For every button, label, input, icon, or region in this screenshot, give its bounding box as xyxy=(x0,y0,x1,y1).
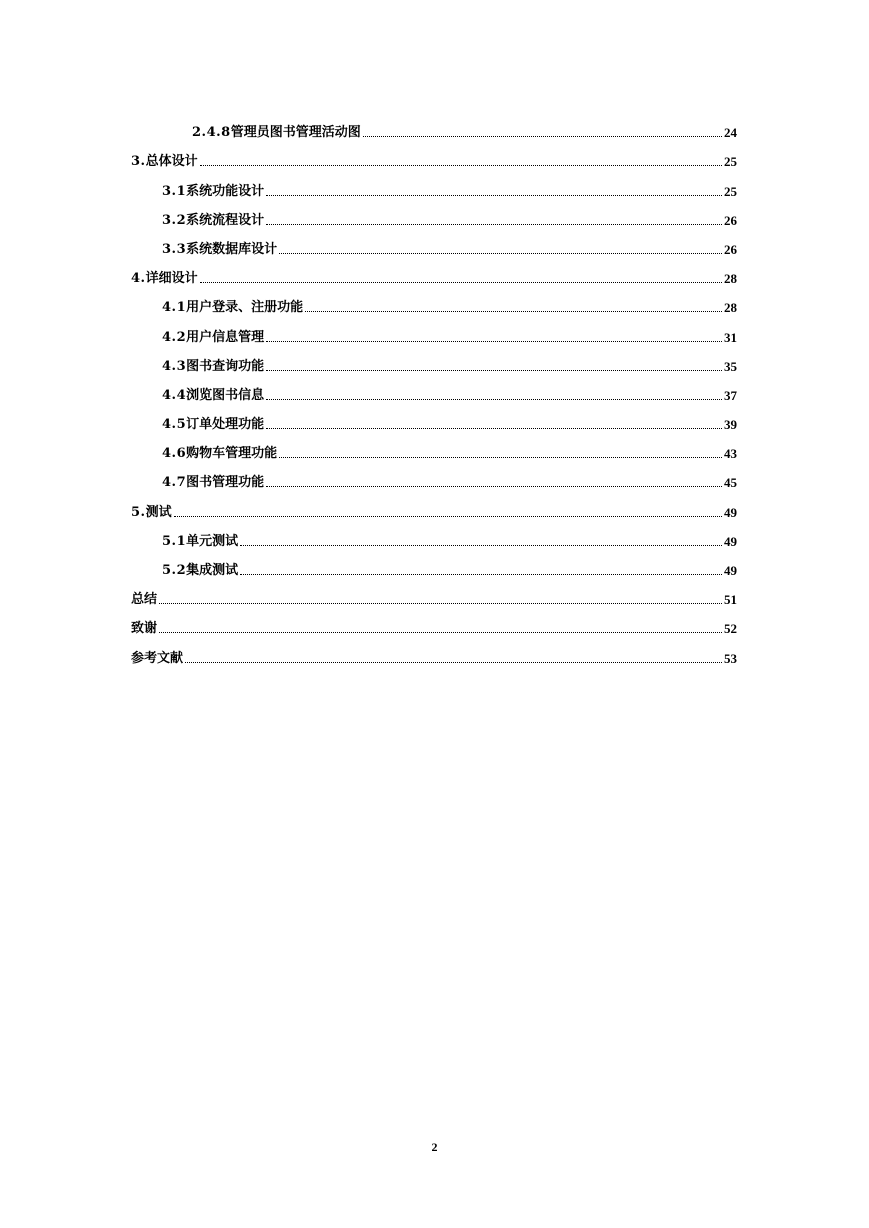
toc-entry[interactable] xyxy=(131,548,737,577)
toc-section-number: 4.3 xyxy=(162,358,187,374)
toc-section-title: 系统功能设计 xyxy=(186,183,265,199)
toc-entry[interactable] xyxy=(131,489,737,518)
toc-entry[interactable] xyxy=(131,344,737,373)
toc-page-number: 35 xyxy=(724,358,737,374)
toc-section-title: 用户登录、注册功能 xyxy=(186,300,304,316)
toc-page-number: 49 xyxy=(724,563,737,578)
toc-section-number: 4.7 xyxy=(162,475,187,491)
toc-section-title: 购物车管理功能 xyxy=(186,446,278,462)
toc-section-number: 4.1 xyxy=(162,300,187,316)
toc-page-number: 45 xyxy=(724,475,737,491)
toc-dot-leader xyxy=(279,253,722,254)
toc-entry[interactable] xyxy=(131,460,737,489)
toc-section-number: 3. xyxy=(131,154,146,170)
toc-page-number: 43 xyxy=(724,446,737,462)
toc-entry[interactable] xyxy=(131,606,737,635)
toc-dot-leader xyxy=(266,486,722,487)
toc-page-number: 24 xyxy=(724,125,737,141)
toc-section-number: 5.1 xyxy=(162,533,187,549)
toc-section-title: 订单处理功能 xyxy=(186,417,265,433)
toc-entry[interactable] xyxy=(131,198,737,227)
toc-dot-leader xyxy=(174,516,722,517)
toc-section-number: 3.3 xyxy=(162,241,187,257)
page-footer-number: 2 xyxy=(431,1140,438,1154)
toc-entry[interactable] xyxy=(131,110,737,139)
toc-entry[interactable] xyxy=(131,227,737,256)
toc-page-number: 52 xyxy=(724,621,737,637)
toc-dot-leader xyxy=(279,457,722,458)
toc-dot-leader xyxy=(266,370,722,371)
toc-section-title: 浏览图书信息 xyxy=(186,387,265,403)
toc-section-number: 3.2 xyxy=(162,212,187,228)
toc-dot-leader xyxy=(200,165,722,166)
toc-dot-leader xyxy=(266,195,722,196)
toc-section-title: 测试 xyxy=(145,504,172,520)
toc-dot-leader xyxy=(240,545,722,546)
toc-entry[interactable] xyxy=(131,402,737,431)
toc-page-number: 51 xyxy=(724,592,737,608)
toc-page-number: 28 xyxy=(724,300,737,316)
toc-page-number: 26 xyxy=(724,241,737,257)
toc-section-title: 致谢 xyxy=(131,621,158,637)
toc-section-title: 系统数据库设计 xyxy=(186,241,278,257)
toc-dot-leader xyxy=(305,311,722,312)
toc-section-title: 单元测试 xyxy=(186,533,239,549)
toc-section-number: 4.5 xyxy=(162,417,187,433)
toc-page-number: 28 xyxy=(724,271,737,287)
toc-entry[interactable] xyxy=(131,373,737,402)
toc-entry[interactable] xyxy=(131,519,737,548)
toc-section-title: 参考文献 xyxy=(131,650,184,666)
toc-section-title: 系统流程设计 xyxy=(186,212,265,228)
toc-page-number: 31 xyxy=(724,329,737,345)
toc-entry[interactable] xyxy=(131,285,737,314)
toc-entry[interactable] xyxy=(131,314,737,343)
toc-section-number: 5.2 xyxy=(162,563,187,578)
toc-dot-leader xyxy=(200,282,722,283)
toc-dot-leader xyxy=(266,341,722,342)
toc-entry[interactable] xyxy=(131,635,737,664)
toc-entry[interactable] xyxy=(131,256,737,285)
toc-page-number: 39 xyxy=(724,417,737,433)
toc-page-number: 26 xyxy=(724,212,737,228)
toc-page-number: 53 xyxy=(724,650,737,666)
toc-section-number: 4.2 xyxy=(162,329,187,345)
toc-section-number: 4. xyxy=(131,271,146,287)
toc-dot-leader xyxy=(240,574,722,575)
toc-section-number: 4.4 xyxy=(162,387,187,403)
toc-page-number: 49 xyxy=(724,533,737,549)
toc-section-title: 用户信息管理 xyxy=(186,329,265,345)
toc-page-number: 37 xyxy=(724,387,737,403)
toc-entry[interactable] xyxy=(131,168,737,197)
toc-section-number: 5. xyxy=(131,504,146,520)
toc-entry[interactable] xyxy=(131,577,737,606)
toc-section-number: 4.6 xyxy=(162,446,187,462)
toc-dot-leader xyxy=(159,603,722,604)
toc-page-number: 49 xyxy=(724,504,737,520)
toc-section-title: 总体设计 xyxy=(145,154,198,170)
toc-dot-leader xyxy=(159,632,722,633)
toc-section-title: 总结 xyxy=(131,592,158,608)
toc-dot-leader xyxy=(266,428,722,429)
toc-dot-leader xyxy=(185,662,722,663)
table-of-contents xyxy=(131,110,737,665)
toc-page-number: 25 xyxy=(724,154,737,170)
toc-section-number: 2.4.8 xyxy=(192,125,231,141)
toc-page-number: 25 xyxy=(724,183,737,199)
toc-section-title: 集成测试 xyxy=(186,563,239,578)
toc-entry[interactable] xyxy=(131,139,737,168)
toc-section-title: 图书管理功能 xyxy=(186,475,265,491)
toc-section-number: 3.1 xyxy=(162,183,187,199)
toc-dot-leader xyxy=(266,399,722,400)
toc-section-title: 管理员图书管理活动图 xyxy=(230,125,361,141)
toc-dot-leader xyxy=(363,136,722,137)
toc-section-title: 详细设计 xyxy=(145,271,198,287)
toc-section-title: 图书查询功能 xyxy=(186,358,265,374)
toc-dot-leader xyxy=(266,224,722,225)
toc-entry[interactable] xyxy=(131,431,737,460)
